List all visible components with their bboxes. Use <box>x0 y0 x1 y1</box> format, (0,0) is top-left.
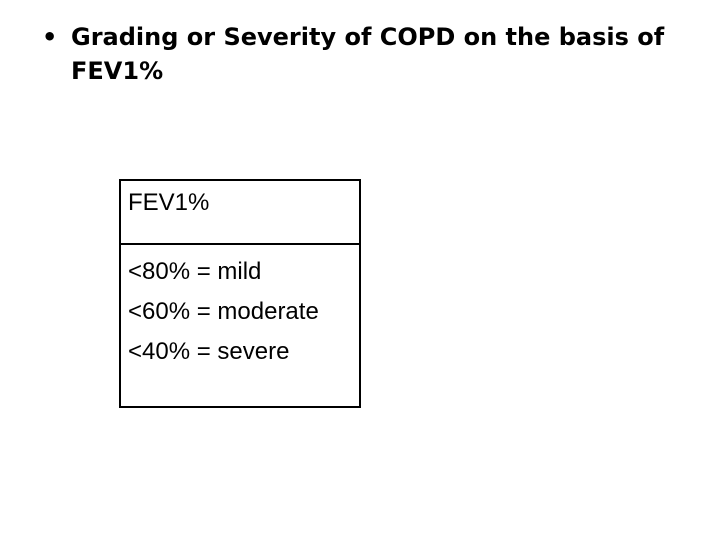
severity-row-mild: <80% = mild <box>128 258 262 285</box>
heading-text: Grading or Severity of COPD on the basis of FEV1% <box>71 23 665 85</box>
severity-row-severe: <40% = severe <box>128 338 290 365</box>
bullet-icon: • <box>42 23 58 51</box>
table-body <box>121 245 359 372</box>
severity-table <box>119 179 361 408</box>
slide-heading <box>42 20 682 88</box>
severity-row-moderate: <60% = moderate <box>128 298 319 325</box>
table-header: FEV1% <box>121 181 359 245</box>
